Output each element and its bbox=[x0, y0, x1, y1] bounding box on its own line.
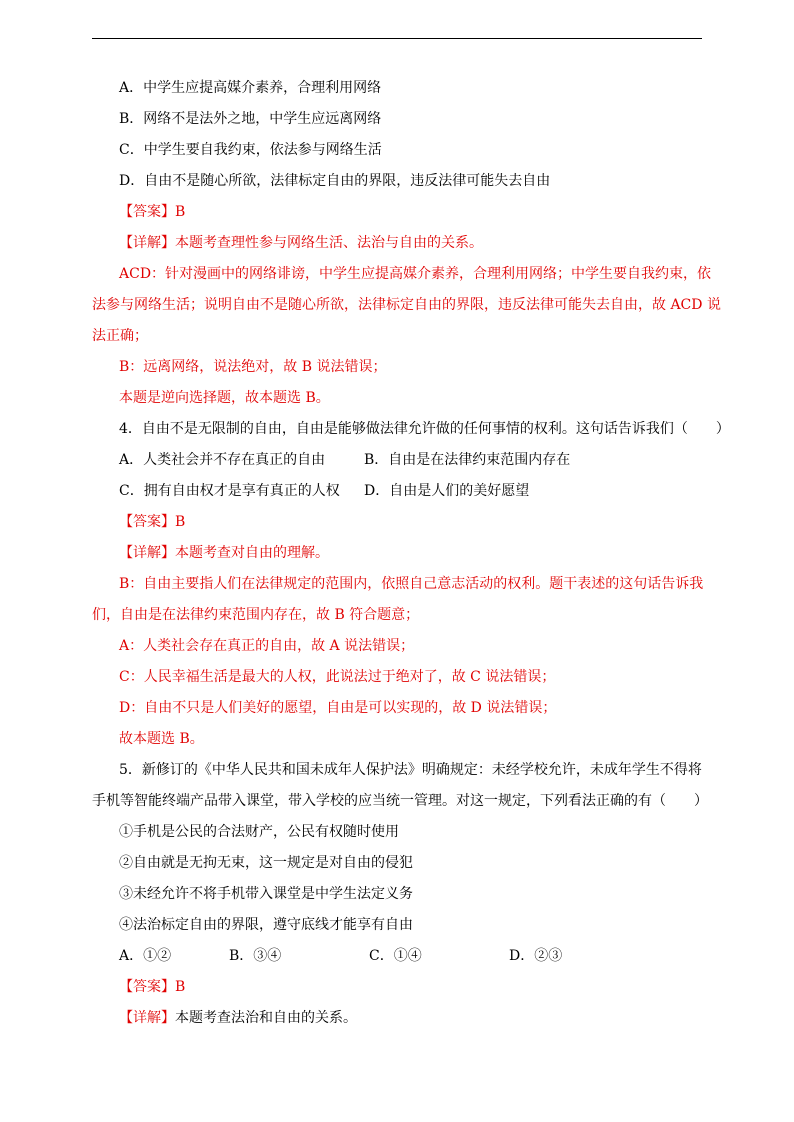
q4-options-row bbox=[92, 481, 702, 512]
q4-stem: 4．自由不是无限制的自由，自由是能够做法律允许做的任何事情的权利。这句话告诉我们（ ） bbox=[119, 421, 730, 437]
detail-label: 【详解】 bbox=[119, 1010, 175, 1026]
answer-label: 【答案】 bbox=[119, 204, 175, 220]
q5-detail bbox=[92, 1008, 702, 1039]
detail-label: 【详解】 bbox=[119, 235, 175, 251]
q5-statement: ①手机是公民的合法财产，公民有权随时使用 bbox=[119, 824, 399, 840]
q3-option-b: B．网络不是法外之地，中学生应远离网络 bbox=[119, 111, 382, 127]
q5-option-b: B．③④ bbox=[229, 948, 282, 964]
detail-intro: 本题考查法治和自由的关系。 bbox=[175, 1010, 357, 1026]
q5-statement: ④法治标定自由的界限，遵守底线才能享有自由 bbox=[119, 917, 413, 933]
document-page bbox=[92, 78, 730, 1039]
q4-explanation-line: D：自由不只是人们美好的愿望，自由是可以实现的，故 D 说法错误； bbox=[119, 700, 557, 716]
q4-explanation-line: A：人类社会存在真正的自由，故 A 说法错误； bbox=[119, 638, 415, 654]
q3-explanation-line: B：远离网络，说法绝对，故 B 说法错误； bbox=[119, 359, 387, 375]
q3-option-c: C．中学生要自我约束，依法参与网络生活 bbox=[119, 142, 382, 158]
q3-explanation-line: 法正确； bbox=[92, 328, 148, 344]
q5-option-a: A．①② bbox=[119, 948, 172, 964]
q5-option-c: C．①④ bbox=[369, 948, 422, 964]
answer-value: B bbox=[175, 979, 186, 995]
q4-option-a: A．人类社会并不存在真正的自由 bbox=[119, 452, 326, 468]
q5-stem-line: 5．新修订的《中华人民共和国未成年人保护法》明确规定：未经学校允许，未成年学生不得将 bbox=[119, 762, 702, 778]
q5-option-d: D．②③ bbox=[509, 948, 563, 964]
answer-label: 【答案】 bbox=[119, 514, 175, 530]
q4-option-b: B．自由是在法律约束范围内存在 bbox=[364, 452, 571, 468]
q4-explanation-line: 们，自由是在法律约束范围内存在，故 B 符合题意； bbox=[92, 607, 420, 623]
detail-label: 【详解】 bbox=[119, 545, 175, 561]
q3-answer bbox=[92, 202, 702, 233]
q5-options-row bbox=[92, 946, 702, 977]
header-rule bbox=[92, 38, 702, 39]
q5-statement: ③未经允许不将手机带入课堂是中学生法定义务 bbox=[119, 886, 413, 902]
q4-detail bbox=[92, 543, 702, 574]
q3-detail bbox=[92, 233, 702, 264]
q3-option-a: A．中学生应提高媒介素养，合理利用网络 bbox=[119, 80, 382, 96]
q4-explanation-line: B：自由主要指人们在法律规定的范围内，依照自己意志活动的权利。题干表述的这句话告诉我 bbox=[119, 576, 704, 592]
q4-explanation-line: C：人民幸福生活是最大的人权，此说法过于绝对了，故 C 说法错误； bbox=[119, 669, 556, 685]
q4-options-row bbox=[92, 450, 702, 481]
detail-intro: 本题考查理性参与网络生活、法治与自由的关系。 bbox=[175, 235, 483, 251]
q3-explanation-line: 本题是逆向选择题，故本题选 B。 bbox=[119, 390, 330, 406]
q4-option-c: C．拥有自由权才是享有真正的人权 bbox=[119, 483, 340, 499]
q4-option-d: D．自由是人们的美好愿望 bbox=[364, 483, 530, 499]
answer-value: B bbox=[175, 514, 186, 530]
q5-stem-line: 手机等智能终端产品带入课堂，带入学校的应当统一管理。对这一规定，下列看法正确的有（ ） bbox=[92, 793, 708, 809]
q3-explanation-line: ACD：针对漫画中的网络诽谤，中学生应提高媒介素养，合理利用网络；中学生要自我约束，依 bbox=[119, 266, 712, 282]
q4-explanation-line: 故本题选 B。 bbox=[119, 731, 204, 747]
q5-statement: ②自由就是无拘无束，这一规定是对自由的侵犯 bbox=[119, 855, 413, 871]
q3-explanation-line: 法参与网络生活；说明自由不是随心所欲，法律标定自由的界限，违反法律可能失去自由，故 ACD 说 bbox=[92, 297, 721, 313]
q4-answer bbox=[92, 512, 702, 543]
q5-answer bbox=[92, 977, 702, 1008]
answer-label: 【答案】 bbox=[119, 979, 175, 995]
q3-option-d: D．自由不是随心所欲，法律标定自由的界限，违反法律可能失去自由 bbox=[119, 173, 551, 189]
detail-intro: 本题考查对自由的理解。 bbox=[175, 545, 329, 561]
answer-value: B bbox=[175, 204, 186, 220]
